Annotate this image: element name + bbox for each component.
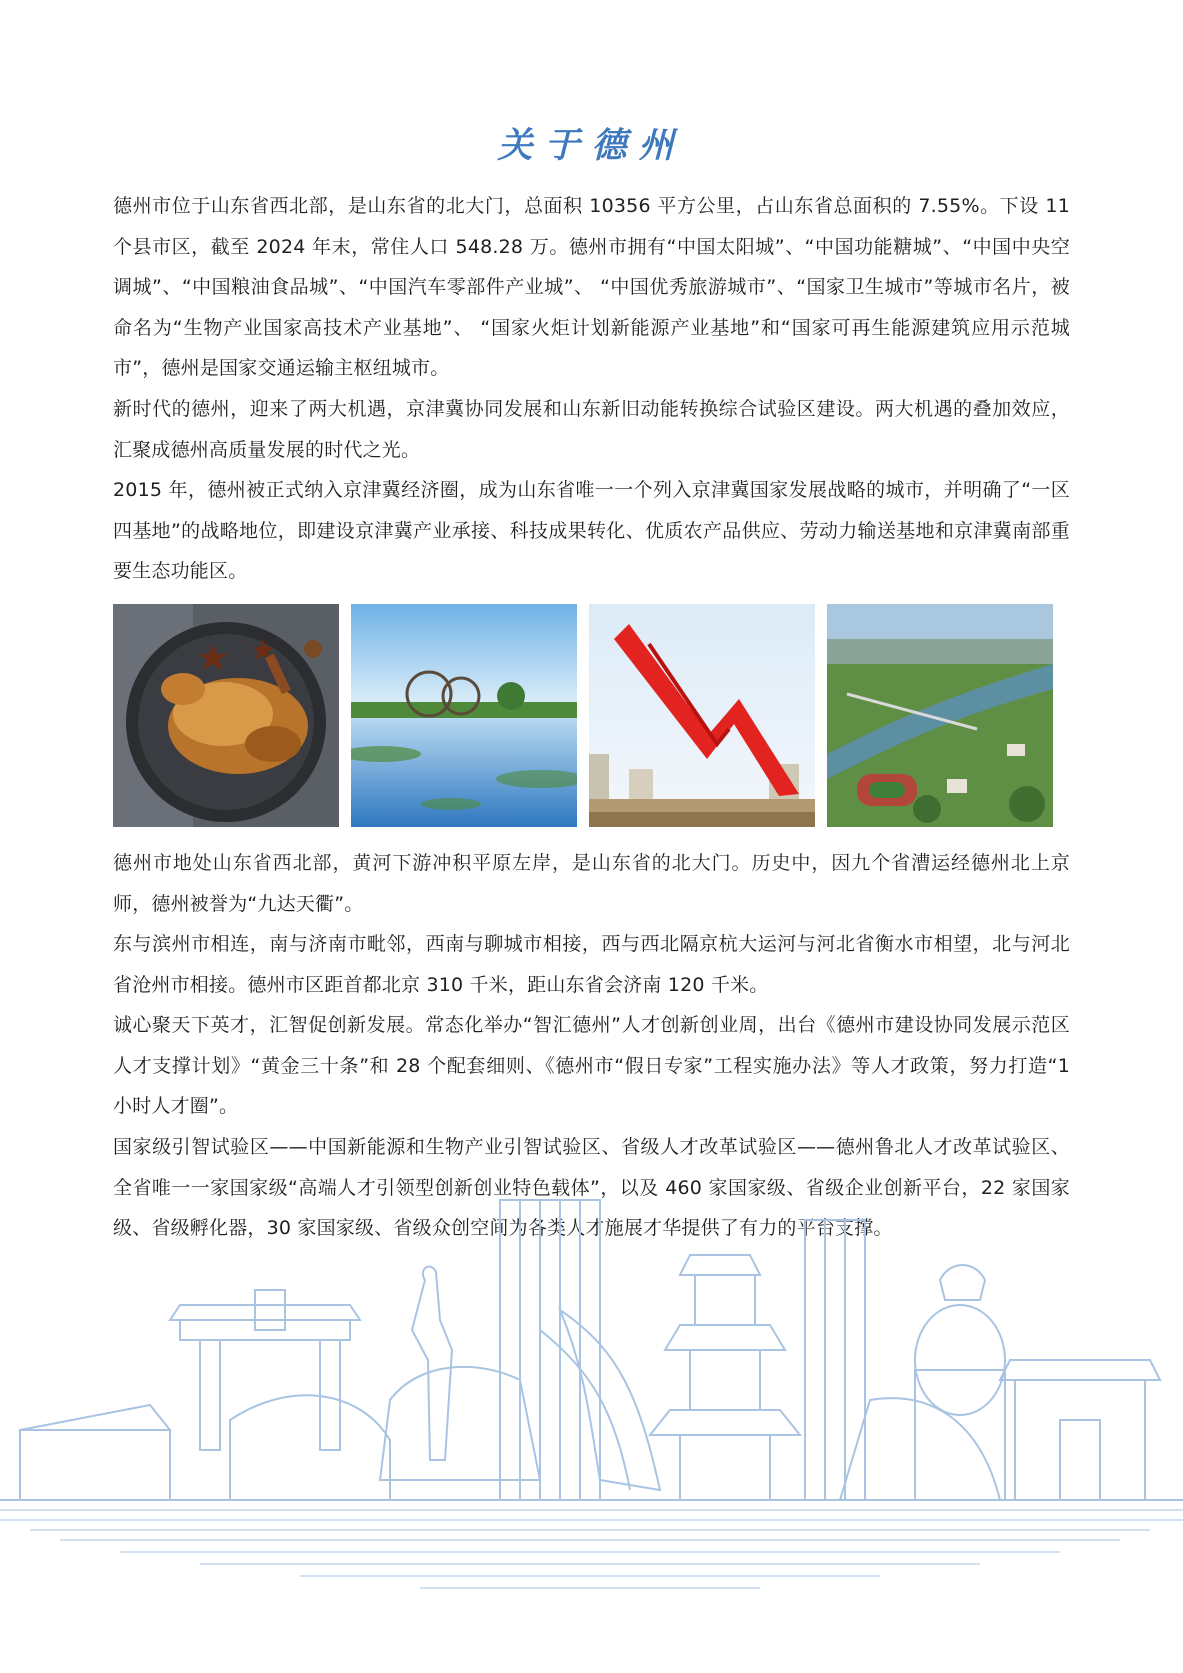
braised-chicken-photo bbox=[113, 604, 339, 827]
page-title: 关于德州 bbox=[497, 125, 686, 166]
paragraph-neighbors: 东与滨州市相连，南与济南市毗邻，西南与聊城市相接，西与西北隔京杭大运河与河北省衡水市相望，北与河北省沧州市相接。德州市区距首都北京 310 千米，距山东省会济南 120 千米。 bbox=[113, 933, 1070, 996]
wetland-waterwheel-photo bbox=[351, 604, 577, 827]
paragraph-platforms: 国家级引智试验区——中国新能源和生物产业引智试验区、省级人才改革试验区——德州鲁北人才改革试验区、全省唯一一家国家级“高端人才引领型创新创业特色载体”，以及 460 家国家级、省级企业创新平台，22 家国家级、省级孵化器，30 家国家级、省级众创空间为各类人才施展才华提供了有力的平台支撑。 bbox=[113, 1136, 1070, 1239]
red-sculpture-photo bbox=[589, 604, 815, 827]
paragraph-location: 德州市地处山东省西北部，黄河下游冲积平原左岸，是山东省的北大门。历史中，因九个省漕运经德州北上京师，德州被誉为“九达天衢”。 bbox=[113, 852, 1070, 915]
paragraph-opportunities: 新时代的德州，迎来了两大机遇，京津冀协同发展和山东新旧动能转换综合试验区建设。两大机遇的叠加效应，汇聚成德州高质量发展的时代之光。 bbox=[113, 398, 1070, 461]
paragraph-overview: 德州市位于山东省西北部，是山东省的北大门，总面积 10356 平方公里，占山东省总面积的 7.55%。下设 11 个县市区，截至 2024 年末，常住人口 548.28 万。德州市拥有“中国太阳城”、“中国功能糖城”、“中国中央空调城”、“中国粮油食品城”、“中国汽车零部件产业城”、 “中国优秀旅游城市”、“国家卫生城市”等城市名片，被命名为“生物产业国家高技术产业基地”、 “国家火炬计划新能源产业基地”和“国家可再生能源建筑应用示范城市”，德州是国家交通运输主枢纽城市。 bbox=[113, 195, 1070, 379]
paragraph-jingjinji: 2015 年，德州被正式纳入京津冀经济圈，成为山东省唯一一个列入京津冀国家发展战略的城市，并明确了“一区四基地”的战略地位，即建设京津冀产业承接、科技成果转化、优质农产品供应、劳动力输送基地和京津冀南部重要生态功能区。 bbox=[113, 479, 1070, 582]
paragraph-talent: 诚心聚天下英才，汇智促创新发展。常态化举办“智汇德州”人才创新创业周，出台《德州市建设协同发展示范区人才支撑计划》“黄金三十条”和 28 个配套细则、《德州市“假日专家”工程实施办法》等人才政策，努力打造“1 小时人才圈”。 bbox=[113, 1014, 1070, 1117]
aerial-river-photo bbox=[827, 604, 1053, 827]
city-skyline-illustration bbox=[0, 1180, 1183, 1673]
